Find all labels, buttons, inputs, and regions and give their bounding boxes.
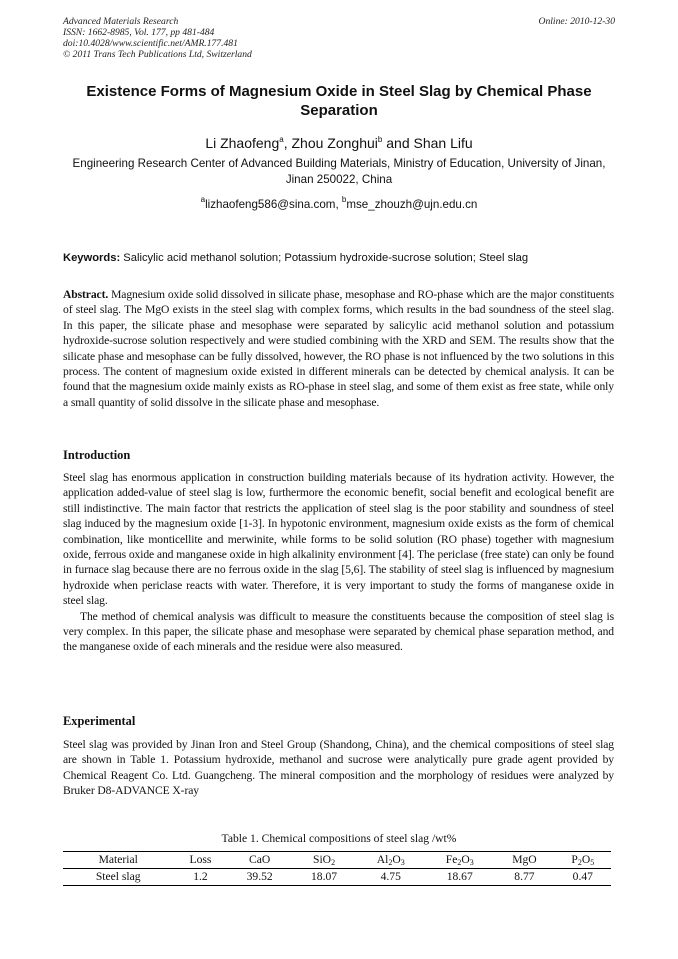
paragraph: Steel slag has enormous application in construction building materials because of its hydration activity. However, the application added-value of steel slag is low, furthermore the economic benefit, social benefit and ecological benefit are still indistinctive. The main factor that restricts the application of steel slag is the poor stability and soundness of steel slag induced by the magnesium oxide [1-3]. In hypotonic environment, magnesium oxide exists as the form of chemical combination, like monticellite and merwinite, while forms to be solid solution (RO phase) together with magnesium oxide, ferrous oxide and manganese oxide in high alkalinity environment [4]. The periclase (free state) can only be found in furnace slag because there are no ferrous oxide in the slag [5,6]. The stability of steel slag is influenced by magnesium hydroxide when periclase reacts with water. Therefore, it is very important to study the forms of manganese oxide in steel slag. <box>63 471 614 608</box>
header-cao: CaO <box>249 853 271 866</box>
copyright-line: © 2011 Trans Tech Publications Ltd, Switzerland <box>63 49 252 60</box>
online-date: Online: 2010-12-30 <box>538 16 615 27</box>
header-mgo: MgO <box>512 853 537 866</box>
experimental-body <box>63 737 614 799</box>
cell-cao: 39.52 <box>246 870 273 883</box>
journal-header <box>63 16 615 60</box>
introduction-body <box>63 470 614 655</box>
cell-sio2: 18.07 <box>311 870 338 883</box>
author-name: Zhou Zonghui <box>291 135 378 151</box>
abstract-label: Abstract. <box>63 288 109 301</box>
issn-line: ISSN: 1662-8985, Vol. 177, pp 481-484 <box>63 27 215 38</box>
author-name: Li Zhaofeng <box>205 135 280 151</box>
cell-p2o5: 0.47 <box>572 870 593 883</box>
table-caption: Table 1. Chemical compositions of steel slag /wt% <box>221 832 457 845</box>
email-address: mse_zhouzh@ujn.edu.cn <box>346 198 478 211</box>
paper-title: Existence Forms of Magnesium Oxide in Steel Slag by Chemical Phase Separation <box>86 83 592 119</box>
table-row <box>63 869 611 886</box>
cell-fe2o3: 18.67 <box>446 870 473 883</box>
header-fe2o3: $Fe_2O_3$ <box>445 853 474 867</box>
email-marker: a <box>200 195 206 204</box>
cell-mgo: 8.77 <box>514 870 535 883</box>
section-heading-experimental: Experimental <box>63 714 136 728</box>
cell-material: Steel slag <box>95 870 141 883</box>
journal-name: Advanced Materials Research <box>63 16 179 27</box>
keywords-text: Salicylic acid methanol solution; Potassium hydroxide-sucrose solution; Steel slag <box>120 252 529 264</box>
author-separator: , <box>283 135 292 151</box>
cell-loss: 1.2 <box>193 870 208 883</box>
keywords-label: Keywords: <box>63 252 121 264</box>
header-al2o3: $Al_2O_3$ <box>376 853 405 867</box>
header-material: Material <box>98 853 138 866</box>
header-p2o5: $P_2O_5$ <box>571 853 595 867</box>
email-address: lizhaofeng586@sina.com, <box>205 198 342 211</box>
table-header-row <box>63 852 611 869</box>
cell-al2o3: 4.75 <box>380 870 401 883</box>
author-list <box>40 131 638 152</box>
author-separator: and <box>382 135 414 151</box>
section-heading-introduction: Introduction <box>63 448 131 462</box>
author-name: Shan Lifu <box>413 135 473 151</box>
abstract <box>63 287 614 410</box>
header-loss: Loss <box>189 853 212 866</box>
author-marker: b <box>377 135 383 144</box>
header-sio2: SiO$_2$ <box>313 853 336 867</box>
paragraph: The method of chemical analysis was difficult to measure the constituents because the composition of steel slag is very complex. In this paper, the silicate phase and mesophase were separated by chemical phase separation method, and the manganese oxide of each minerals and the residue were also measured. <box>63 609 614 654</box>
keywords <box>63 251 623 265</box>
doi-line: doi:10.4028/www.scientific.net/AMR.177.481 <box>63 38 238 49</box>
abstract-text: Magnesium oxide solid dissolved in silicate phase, mesophase and RO-phase which are the major constituents of steel slag. The MgO exists in the steel slag with complex forms, which results in the bad soundness of the steel slag. In this paper, the silicate phase and mesophase were separated by salicylic acid methanol solution and potassium hydroxide-sucrose solution respectively and were studied combining with the XRD and SEM. The results show that the silicate phase and mesophase can be fully dissolved, however, the RO phase is not influenced by the two solutions in this process. The content of magnesium oxide existed in different minerals can be detected by chemical analysis. It can be found that the magnesium oxide mainly exists as RO-phase in steel slag, and some of them exist as free state, while only a small quantity of solid dissolve in the silicate phase and mesophase. <box>63 288 614 409</box>
email-marker: b <box>341 195 347 204</box>
author-marker: a <box>279 135 284 144</box>
author-emails <box>40 193 638 212</box>
affiliation: Engineering Research Center of Advanced Building Materials, Ministry of Education, University of Jinan, Jinan 250022, China <box>72 157 606 186</box>
paragraph: Steel slag was provided by Jinan Iron and Steel Group (Shandong, China), and the chemical compositions of steel slag are shown in Table 1. Potassium hydroxide, methanol and sucrose were analytically pure grade agent provided by Chemical Reagent Co. Ltd. Guangcheng. The mineral composition and the morphology of residues were analyzed by Bruker D8-ADVANCE X-ray <box>63 738 614 798</box>
composition-table <box>63 851 611 886</box>
